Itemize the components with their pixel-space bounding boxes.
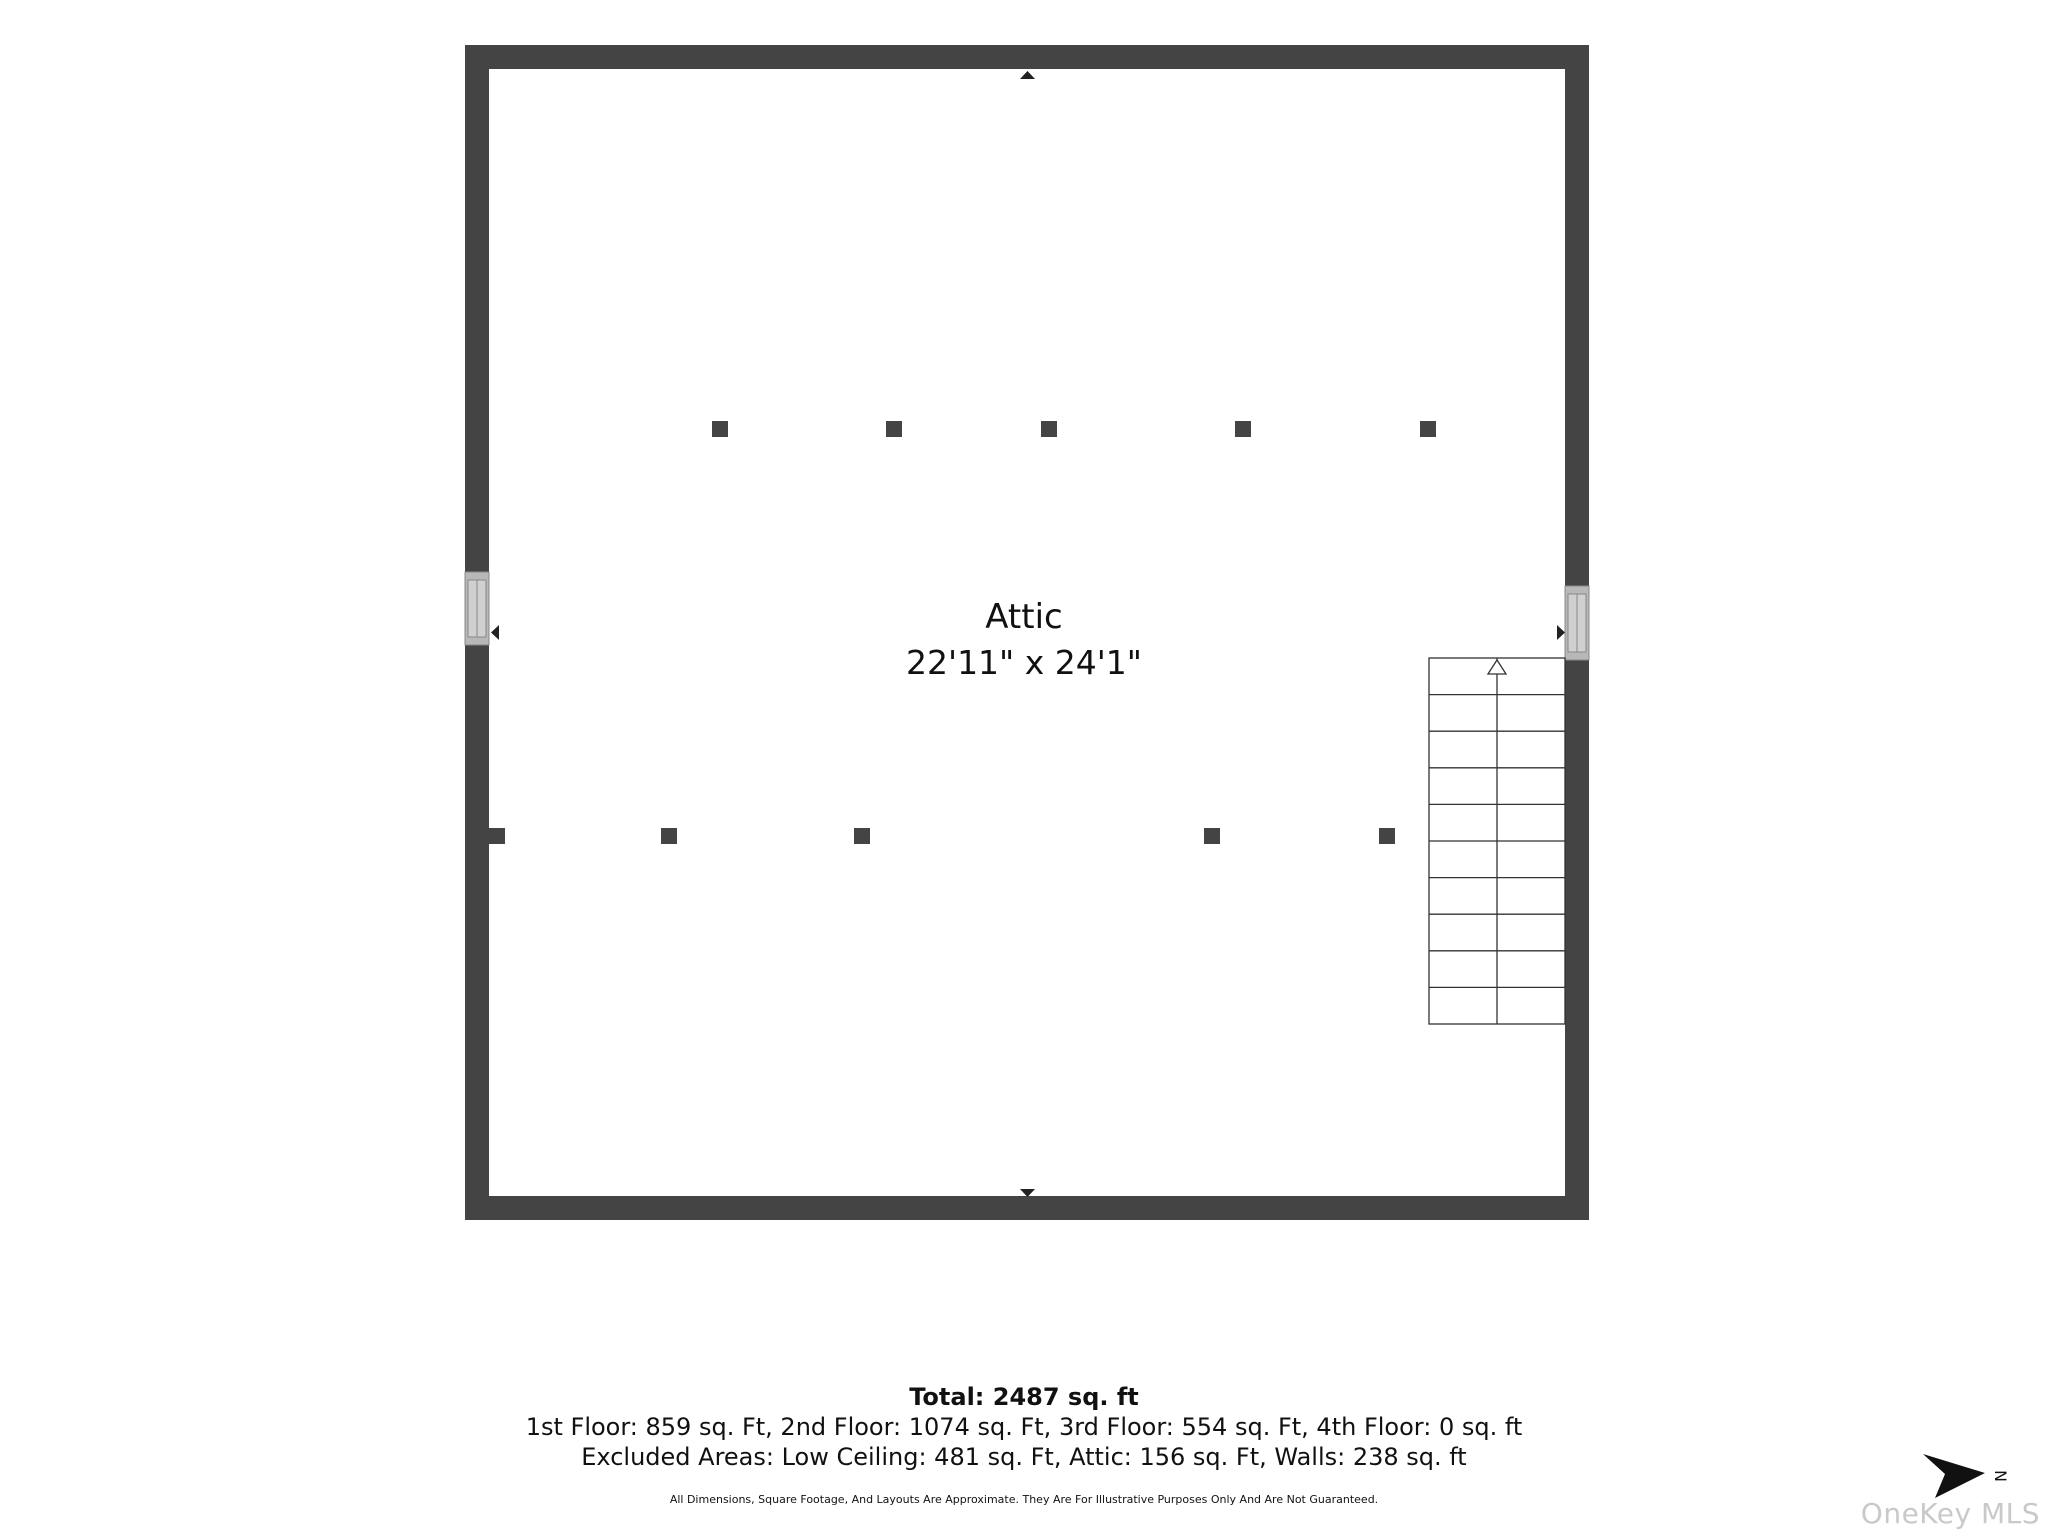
post — [854, 828, 870, 844]
post — [661, 828, 677, 844]
post — [489, 828, 505, 844]
post — [1379, 828, 1395, 844]
post — [712, 421, 728, 437]
post — [1420, 421, 1436, 437]
floor-breakdown: 1st Floor: 859 sq. Ft, 2nd Floor: 1074 sq. Ft, 3rd Floor: 554 sq. Ft, 4th Floor: 0 sq. ft — [525, 1413, 1523, 1441]
wall-bottom — [465, 1196, 1589, 1220]
marker-top — [1020, 71, 1035, 79]
post — [1204, 828, 1220, 844]
stairs — [1429, 658, 1565, 1024]
compass-label: N — [1991, 1470, 2010, 1482]
room-name: Attic — [985, 597, 1063, 637]
post — [1041, 421, 1057, 437]
disclaimer: All Dimensions, Square Footage, And Layouts Are Approximate. They Are For Illustrative Purposes Only And Are Not Guaranteed. — [669, 1493, 1379, 1506]
total-square-footage: Total: 2487 sq. ft — [909, 1383, 1139, 1411]
post — [886, 421, 902, 437]
room-dimensions: 22'11" x 24'1" — [906, 643, 1142, 682]
excluded-areas: Excluded Areas: Low Ceiling: 481 sq. Ft, Attic: 156 sq. Ft, Walls: 238 sq. ft — [581, 1443, 1467, 1471]
marker-bottom — [1020, 1189, 1035, 1197]
post — [1235, 421, 1251, 437]
watermark: OneKey MLS — [1860, 1497, 2040, 1530]
wall-top — [465, 45, 1589, 69]
